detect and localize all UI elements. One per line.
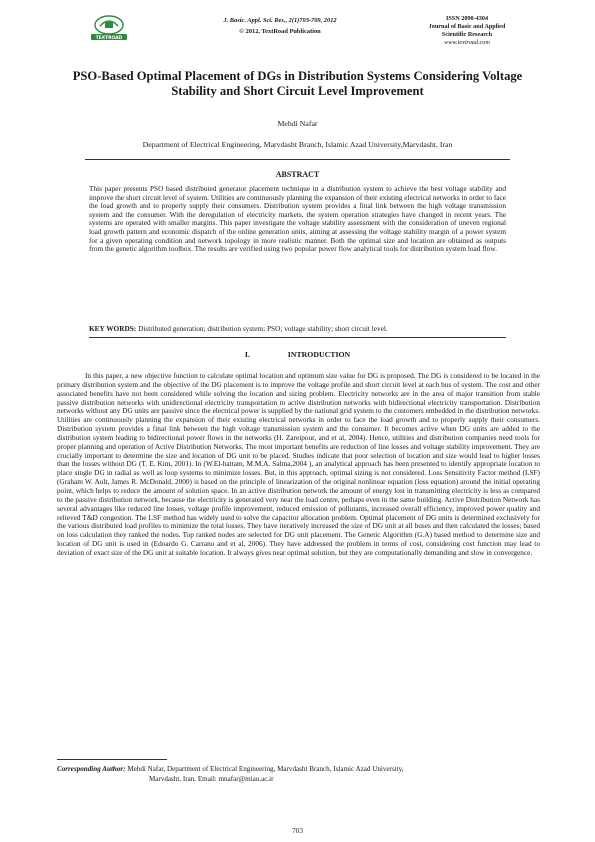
- introduction-body: In this paper, a new objective function to calculate optimal location and optimum size value for DG is proposed. The DG is considered to be located in the primary distribution system and the objective of the DG placement is to improve the voltage profile and short circuit level at each bus of system. The cost and other associated benefits have not been considered while solving the location and sizing problem. Electricity networks are in the area of major transition from stable passive distribution networks with unidirectional electricity transportation to active distribution networks with bidirectional electricity transportation. Distribution networks without any DG units are passive since the electrical power is supplied by the national grid system to the customers embedded in the distribution networks. Utilities are continuously planning the expansion of their existing electrical networks in order to face the load growth and to properly supply their consumers. Distribution system provides a final link between the high voltage transmission system and the consumer. It becomes active when DG units are added to the distribution system leading to bidirectional power flows in the networks (H. Zareipour, and et al, 2004). Hence, utilities and distribution companies need tools for proper planning and operation of Active Distribution Networks. The most important benefits are reduction of line losses and voltage stability improvement. They are crucially important to determine the size and location of DG unit to be placed. Studies indicate that poor selection of location and size would lead to higher losses than the losses without DG (T. E. Kim, 2001). In (W.El-hattam, M.M.A. Salma,2004 ), an analytical approach has been presented to identify appropriate location to place single DG in radial as well as loop systems to minimize losses. But, in this approach, optimal sizing is not considered. Loss Sensitivity Factor method (LSF) (Graham W. Ault, James R. McDonald, 2000) is based on the principle of linearization of the original nonlinear equation (loss equation) around the initial operating point, which helps to reduce the amount of solution space. In an active distribution network the amount of energy lost in transmitting electricity is less as compared to the passive distribution network, because the electricity is generated very near the load centre, perhaps even in the same building. Active Distribution Network has several advantages like reduced line losses, voltage profile improvement, reduced emission of pollutants, increased overall efficiency, improved power quality and relieved T&D congestion. The LSF method has widely used to solve the capacitor allocation problem. Optimal placement of DG units is determined exclusively for the various distributed load profiles to minimize the total losses. They have iteratively increased the size of DG unit at all buses and then calculated the losses; based on loss calculation they ranked the nodes. Top ranked nodes are selected for DG unit placement. The Genetic Algorithm (G.A) based method to determine size and location of DG unit is used in (Edoardo G. Carrano and et al, 2006). They have addressed the problem in terms of cost, considering cost function may lead to deviation of exact size of the DG unit at suitable location. It always gives near optimal solution, but they are computationally demanding and slow in convergence.: [57, 371, 540, 557]
- copyright: © 2012, TextRoad Publication: [239, 28, 321, 35]
- issn: ISSN 2090-4304: [445, 15, 489, 22]
- journal-name-line-1: Journal of Basic and Applied: [428, 23, 506, 30]
- footnote-divider: [57, 759, 167, 760]
- divider: [89, 337, 506, 338]
- journal-name-line-2: Scientific Research: [441, 31, 493, 38]
- abstract-heading: ABSTRACT: [275, 170, 320, 179]
- footnote-line-1: Mehdi Nafar, Department of Electrical Engineering, Marvdasht Branch, Islamic Azad University,: [127, 765, 404, 773]
- footnote-label: Corresponding Author:: [57, 765, 126, 773]
- divider: [85, 159, 510, 160]
- paper-title: PSO-Based Optimal Placement of DGs in Distribution Systems Considering Voltage Stability and Short Circuit Level Improvement: [72, 69, 523, 98]
- keywords: [89, 324, 506, 333]
- author-name: Mehdi Nafar: [277, 119, 318, 128]
- journal-website: www.textroad.com: [444, 39, 490, 46]
- footnote-line-2: Marvdasht, Iran. Email: mnafar@miau.ac.ir: [149, 774, 274, 783]
- keywords-text: Distributed generation; distribution system; PSO; voltage stability; short circuit level.: [138, 324, 388, 333]
- corresponding-author-note: [57, 765, 527, 784]
- author-affiliation: Department of Electrical Engineering, Marvdasht Branch, Islamic Azad University,Marvdasht, Iran: [142, 140, 453, 149]
- journal-logo: [86, 14, 132, 44]
- textroad-logo-icon: [86, 14, 132, 44]
- section-number: I.: [244, 350, 250, 359]
- abstract-body: This paper presents PSO based distributed generator placement technique in a distribution system to achieve the best voltage stability and improve the short circuit level of system. Utilities are continuously planning the expansion of their existing electrical networks in order to face the load growth and to properly supply their consumers. Distribution system provides a final link between the high voltage transmission system and the consumer. With the deregulation of electricity markets, the system operation strategies have changed in recent years. The systems are operated with smaller margins. This paper investigate the voltage stability assessment with the consideration of uneven regional load growth pattern and economic dispatch of the online generation units, aiming at assessing the voltage stability margin of a power system for a given operating condition and network topology in more realistic manner. Both the optimal size and location are obtained as outputs from the genetic algorithm toolbox. The results are verified using two popular power flow analytical tools for distribution system load flow.: [89, 184, 506, 254]
- journal-header-center: [195, 15, 365, 37]
- citation: J. Basic. Appl. Sci. Res., 2(1)703-709, 2012: [223, 17, 337, 24]
- journal-header-right: [412, 15, 522, 47]
- svg-text:TEXTROAD: TEXTROAD: [95, 36, 123, 41]
- keywords-label: KEY WORDS:: [89, 324, 137, 333]
- section-heading: [0, 350, 595, 359]
- section-title: INTRODUCTION: [287, 350, 351, 359]
- page-number: 703: [292, 826, 303, 835]
